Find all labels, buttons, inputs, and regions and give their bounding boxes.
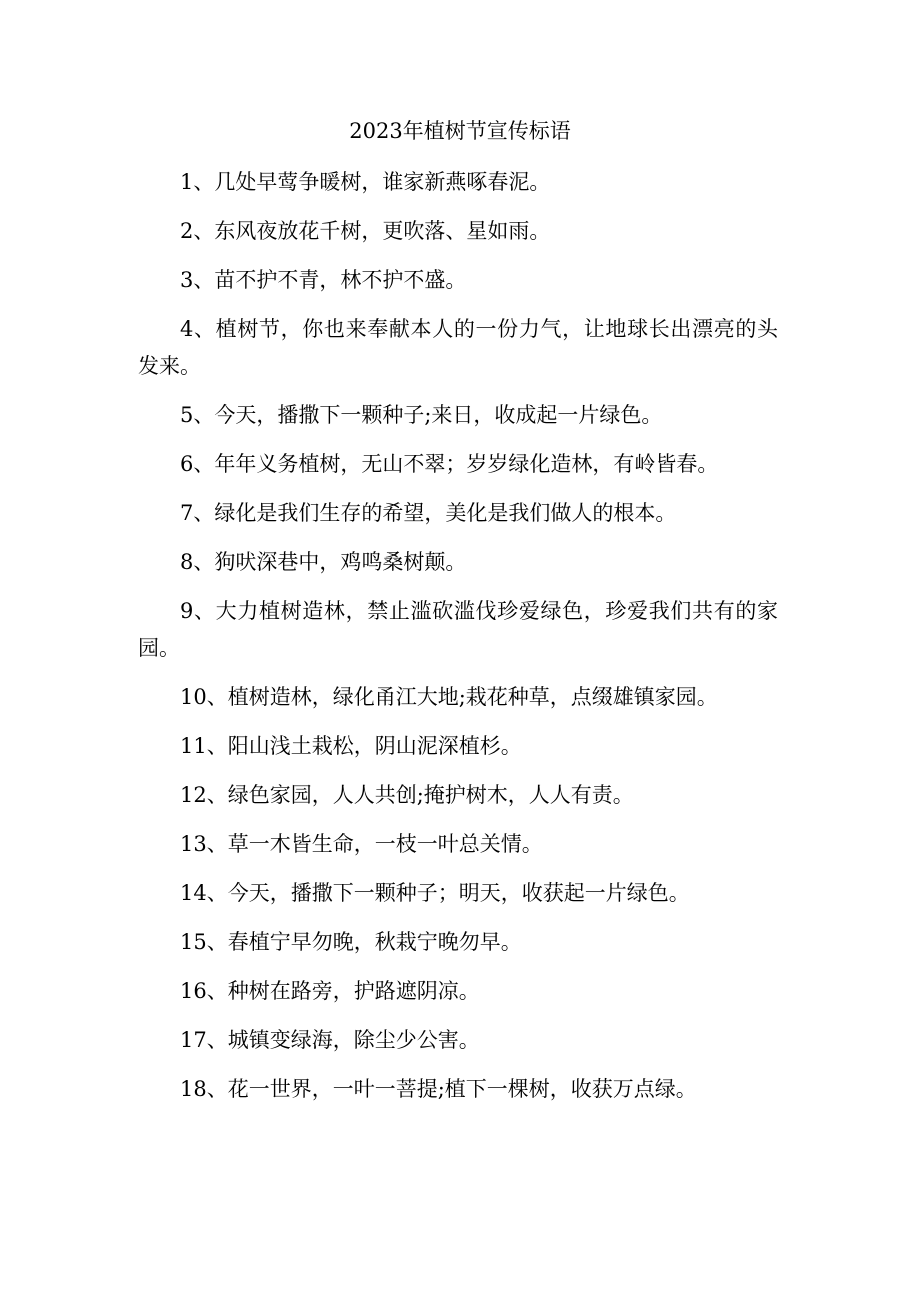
list-item: 6、年年义务植树，无山不翠；岁岁绿化造林，有岭皆春。 xyxy=(180,452,719,476)
list-item: 12、绿色家园，人人共创;掩护树木，人人有责。 xyxy=(180,783,634,807)
list-item: 15、春植宁早勿晚，秋栽宁晚勿早。 xyxy=(180,930,522,954)
document-title: 2023年植树节宣传标语 xyxy=(349,119,571,143)
list-item: 4、植树节，你也来奉献本人的一份力气，让地球长出漂亮的头发来。 xyxy=(138,317,778,378)
list-item: 17、城镇变绿海，除尘少公害。 xyxy=(180,1028,480,1052)
list-item: 11、阳山浅土栽松，阴山泥深植杉。 xyxy=(180,734,522,758)
list-item: 16、种树在路旁，护路遮阴凉。 xyxy=(180,979,480,1003)
list-item: 2、东风夜放花千树，更吹落、星如雨。 xyxy=(180,219,551,243)
list-item: 14、今天，播撒下一颗种子；明天，收获起一片绿色。 xyxy=(180,881,690,905)
slogan-list xyxy=(138,164,778,1120)
list-item: 18、花一世界，一叶一菩提;植下一棵树，收获万点绿。 xyxy=(180,1077,697,1101)
list-item: 10、植树造林，绿化甬江大地;栽花种草，点缀雄镇家园。 xyxy=(180,685,718,709)
list-item: 3、苗不护不青，林不护不盛。 xyxy=(180,268,467,292)
list-item: 7、绿化是我们生存的希望，美化是我们做人的根本。 xyxy=(180,501,677,525)
list-item: 8、狗吠深巷中，鸡鸣桑树颠。 xyxy=(180,550,467,574)
list-item: 13、草一木皆生命，一枝一叶总关情。 xyxy=(180,832,543,856)
list-item: 9、大力植树造林，禁止滥砍滥伐珍爱绿色，珍爱我们共有的家园。 xyxy=(138,599,778,660)
list-item: 1、几处早莺争暖树，谁家新燕啄春泥。 xyxy=(180,170,551,194)
list-item: 5、今天，播撒下一颗种子;来日，收成起一片绿色。 xyxy=(180,403,663,427)
